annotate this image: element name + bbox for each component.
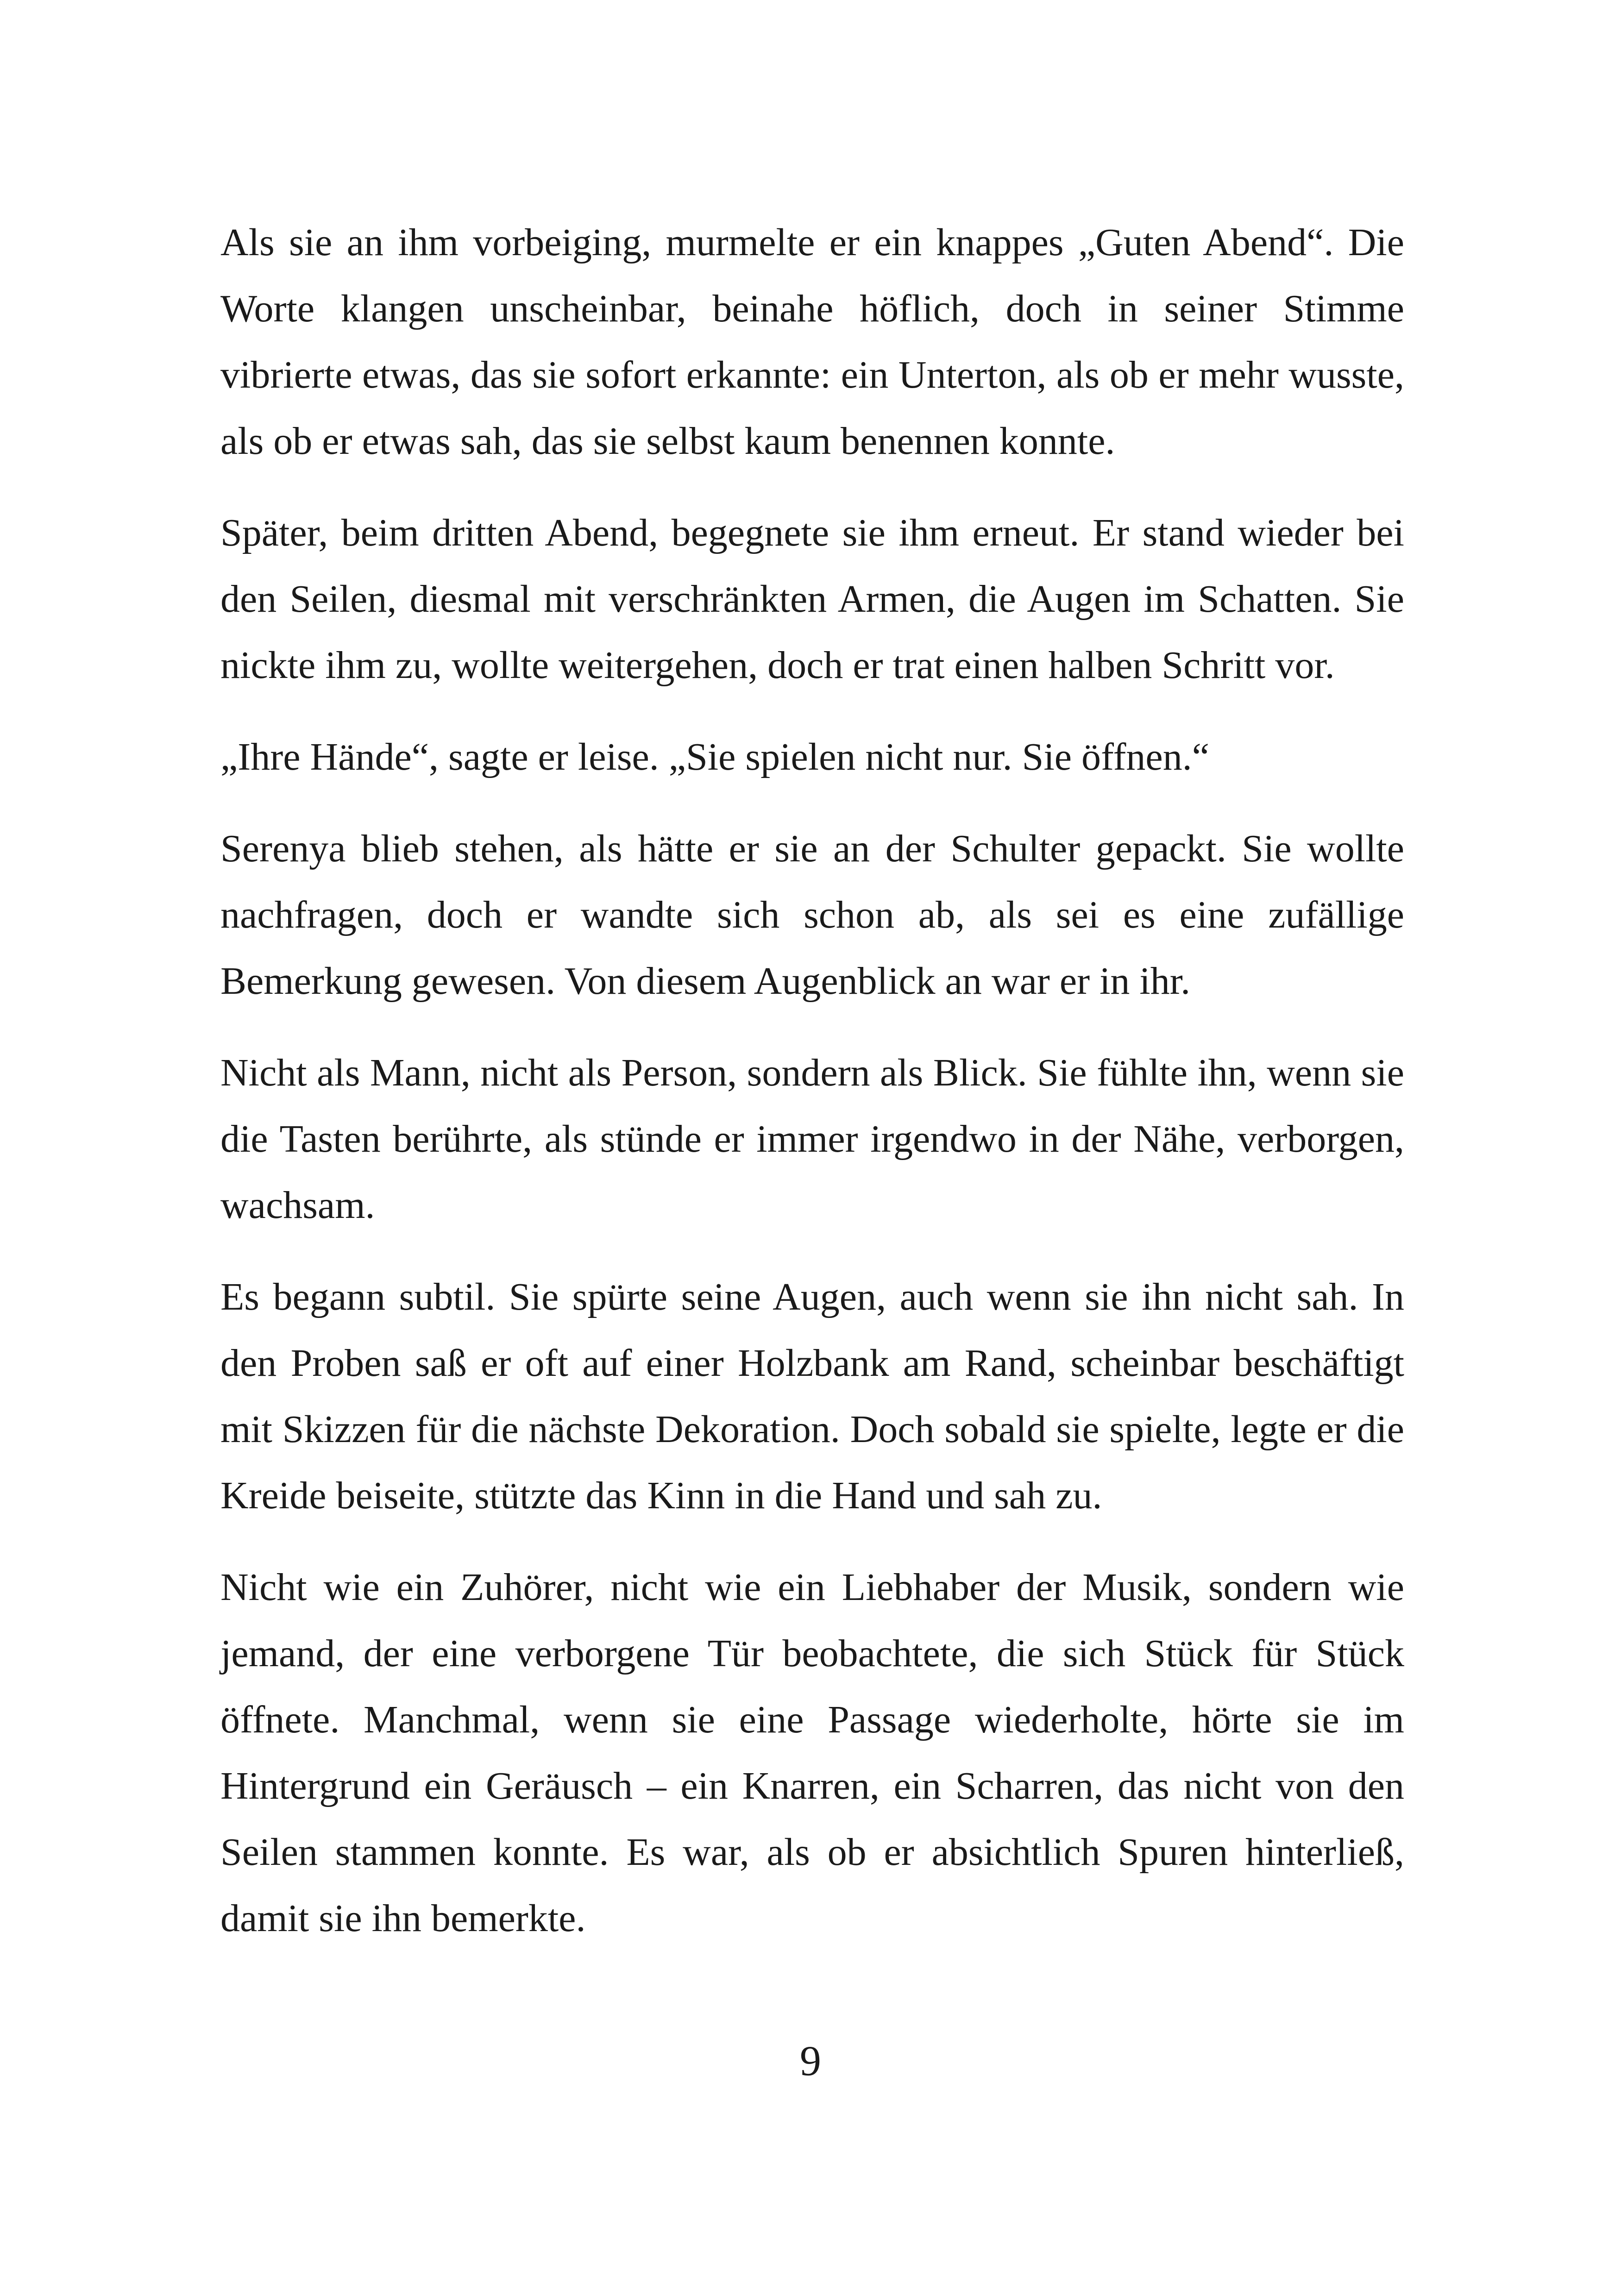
paragraph: Nicht wie ein Zuhörer, nicht wie ein Liebhaber der Musik, sondern wie jemand, der eine verborgene Tür beobachtete, die sich Stück für Stück öffnete. Manchmal, wenn sie eine Passage wiederholte, hörte sie im Hintergrund ein Geräusch – ein Knarren, ein Scharren, das nicht von den Seilen stammen konnte. Es war, als ob er absichtlich Spuren hinterließ, damit sie ihn bemerkte. [220,1566,1404,1940]
paragraph: Serenya blieb stehen, als hätte er sie an der Schulter gepackt. Sie wollte nachfragen, doch er wandte sich schon ab, als sei es eine zufällige Bemerkung gewesen. Von diesem Augenblick an war er in ihr. [220,827,1404,1003]
page-number: 9 [800,2037,821,2084]
paragraph: Es begann subtil. Sie spürte seine Augen, auch wenn sie ihn nicht sah. In den Proben saß er oft auf einer Holzbank am Rand, scheinbar beschäftigt mit Skizzen für die nächste Dekoration. Doch sobald sie spielte, legte er die Kreide beiseite, stützte das Kinn in die Hand und sah zu. [220,1275,1404,1517]
paragraph: Nicht als Mann, nicht als Person, sondern als Blick. Sie fühlte ihn, wenn sie die Tasten berührte, als stünde er immer irgendwo in der Nähe, verborgen, wachsam. [220,1051,1404,1227]
paragraph: „Ihre Hände“, sagte er leise. „Sie spielen nicht nur. Sie öffnen.“ [220,735,1209,778]
body-text [220,209,1404,1951]
paragraph: Später, beim dritten Abend, begegnete sie ihm erneut. Er stand wieder bei den Seilen, diesmal mit verschränkten Armen, die Augen im Schatten. Sie nickte ihm zu, wollte weitergehen, doch er trat einen halben Schritt vor. [220,511,1404,687]
paragraph: Als sie an ihm vorbeiging, murmelte er ein knappes „Guten Abend“. Die Worte klangen unscheinbar, beinahe höflich, doch in seiner Stimme vibrierte etwas, das sie sofort erkannte: ein Unterton, als ob er mehr wusste, als ob er etwas sah, das sie selbst kaum benennen konnte. [220,221,1404,463]
